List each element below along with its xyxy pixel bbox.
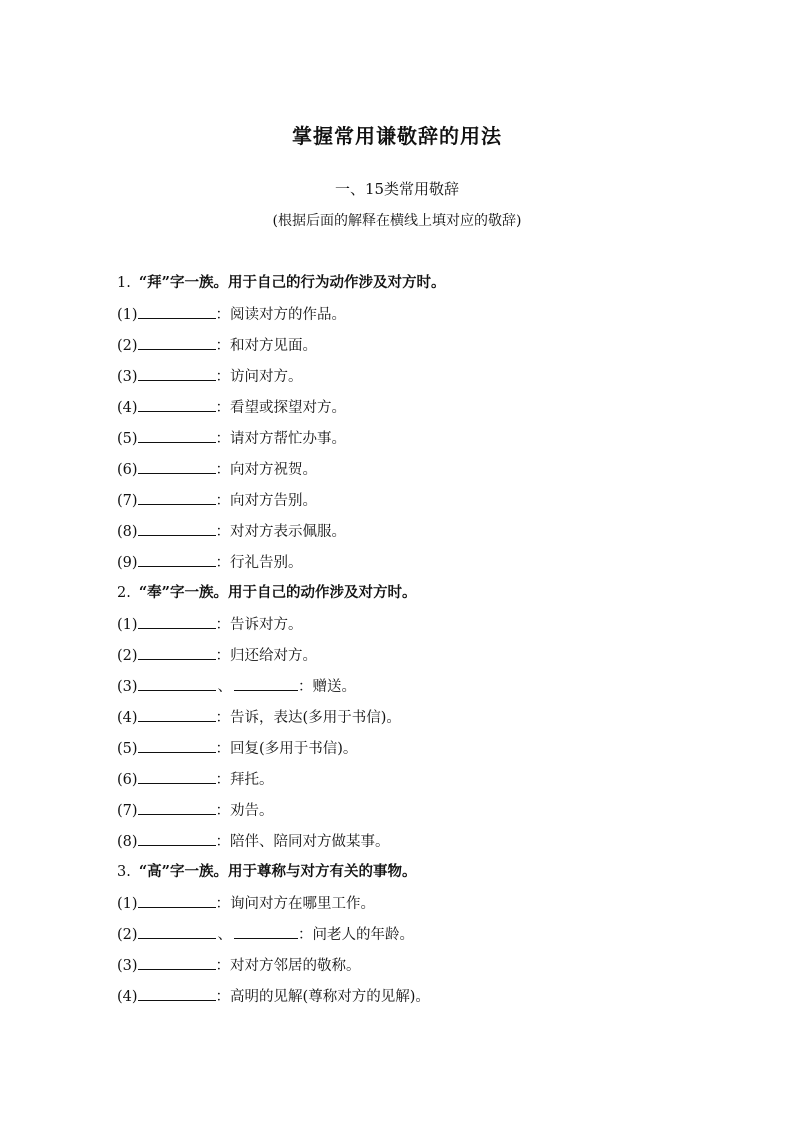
group-heading-text: “拜”字一族。用于自己的行为动作涉及对方时。 — [138, 274, 446, 291]
item-text: ：对对方邻居的敬称。 — [215, 958, 361, 974]
answer-blank[interactable] — [138, 458, 216, 474]
item-text: ：高明的见解(尊称对方的见解)。 — [215, 989, 430, 1005]
item-text: ：归还给对方。 — [215, 648, 318, 664]
item-number: (4) — [117, 400, 138, 416]
answer-blank[interactable] — [138, 334, 216, 350]
list-item — [117, 458, 717, 489]
list-item — [117, 427, 717, 458]
item-text: ：告诉，表达(多用于书信)。 — [215, 710, 401, 726]
item-text: ：访问对方。 — [215, 369, 303, 385]
list-item — [117, 396, 717, 427]
item-text: ：请对方帮忙办事。 — [215, 431, 347, 447]
list-item — [117, 520, 717, 551]
group-number: 1. — [117, 275, 131, 291]
item-number: (3) — [117, 679, 138, 695]
item-number: (8) — [117, 834, 138, 850]
list-item — [117, 892, 717, 923]
list-item — [117, 644, 717, 675]
item-text: ：行礼告别。 — [215, 555, 303, 571]
item-text: ：陪伴、陪同对方做某事。 — [215, 834, 390, 850]
group-heading-text: “高”字一族。用于尊称与对方有关的事物。 — [138, 863, 417, 880]
list-item — [117, 954, 717, 985]
answer-blank[interactable] — [138, 644, 216, 660]
list-item — [117, 768, 717, 799]
item-number: (4) — [117, 989, 138, 1005]
answer-blank[interactable] — [234, 675, 298, 691]
answer-blank[interactable] — [138, 954, 216, 970]
answer-blank[interactable] — [138, 923, 216, 939]
item-number: (2) — [117, 927, 138, 943]
item-text: ：告诉对方。 — [215, 617, 303, 633]
item-text: ：和对方见面。 — [215, 338, 318, 354]
answer-blank[interactable] — [138, 365, 216, 381]
group-number: 3. — [117, 864, 131, 880]
group-number: 2. — [117, 585, 131, 601]
list-item — [117, 737, 717, 768]
blank-separator: 、 — [217, 927, 233, 943]
item-number: (7) — [117, 493, 138, 509]
group-heading-text: “奉”字一族。用于自己的动作涉及对方时。 — [138, 584, 417, 601]
answer-blank[interactable] — [138, 613, 216, 629]
item-number: (8) — [117, 524, 138, 540]
answer-blank[interactable] — [138, 551, 216, 567]
answer-blank[interactable] — [138, 768, 216, 784]
item-number: (3) — [117, 369, 138, 385]
list-item — [117, 830, 717, 861]
list-item — [117, 985, 717, 1016]
answer-blank[interactable] — [138, 830, 216, 846]
list-item — [117, 551, 717, 582]
answer-blank[interactable] — [138, 489, 216, 505]
item-text: ：对对方表示佩服。 — [215, 524, 347, 540]
item-text: ：看望或探望对方。 — [215, 400, 347, 416]
item-text: ：向对方告别。 — [215, 493, 318, 509]
list-item — [117, 489, 717, 520]
item-number: (1) — [117, 896, 138, 912]
item-number: (9) — [117, 555, 138, 571]
answer-blank[interactable] — [138, 396, 216, 412]
item-text: ：拜托。 — [215, 772, 274, 788]
list-item — [117, 303, 717, 334]
section-title: 一、15类常用敬辞 — [334, 180, 460, 198]
item-number: (3) — [117, 958, 138, 974]
item-number: (6) — [117, 772, 138, 788]
item-number: (7) — [117, 803, 138, 819]
group-heading — [117, 272, 717, 303]
answer-blank[interactable] — [138, 892, 216, 908]
blank-separator: 、 — [217, 679, 233, 695]
item-number: (5) — [117, 431, 138, 447]
list-item — [117, 365, 717, 396]
item-text: ：问老人的年龄。 — [298, 927, 415, 943]
answer-blank[interactable] — [138, 675, 216, 691]
answer-blank[interactable] — [138, 520, 216, 536]
item-number: (5) — [117, 741, 138, 757]
item-text: ：询问对方在哪里工作。 — [215, 896, 376, 912]
item-text: ：向对方祝贺。 — [215, 462, 318, 478]
item-text: ：赠送。 — [298, 679, 357, 695]
item-number: (2) — [117, 338, 138, 354]
list-item — [117, 706, 717, 737]
item-number: (4) — [117, 710, 138, 726]
page-title: 掌握常用谦敬辞的用法 — [292, 124, 502, 148]
answer-blank[interactable] — [138, 737, 216, 753]
item-number: (1) — [117, 307, 138, 323]
item-number: (6) — [117, 462, 138, 478]
answer-blank[interactable] — [138, 985, 216, 1001]
group-heading — [117, 582, 717, 613]
exercise-list — [117, 272, 717, 1016]
answer-blank[interactable] — [138, 799, 216, 815]
list-item — [117, 923, 717, 954]
item-number: (2) — [117, 648, 138, 664]
item-text: ：劝告。 — [215, 803, 274, 819]
item-text: ：回复(多用于书信)。 — [215, 741, 358, 757]
answer-blank[interactable] — [138, 706, 216, 722]
item-text: ：阅读对方的作品。 — [215, 307, 347, 323]
list-item — [117, 675, 717, 706]
answer-blank[interactable] — [234, 923, 298, 939]
group-heading — [117, 861, 717, 892]
list-item — [117, 799, 717, 830]
item-number: (1) — [117, 617, 138, 633]
list-item — [117, 334, 717, 365]
list-item — [117, 613, 717, 644]
answer-blank[interactable] — [138, 303, 216, 319]
instruction-note: (根据后面的解释在横线上填对应的敬辞) — [272, 213, 522, 229]
answer-blank[interactable] — [138, 427, 216, 443]
